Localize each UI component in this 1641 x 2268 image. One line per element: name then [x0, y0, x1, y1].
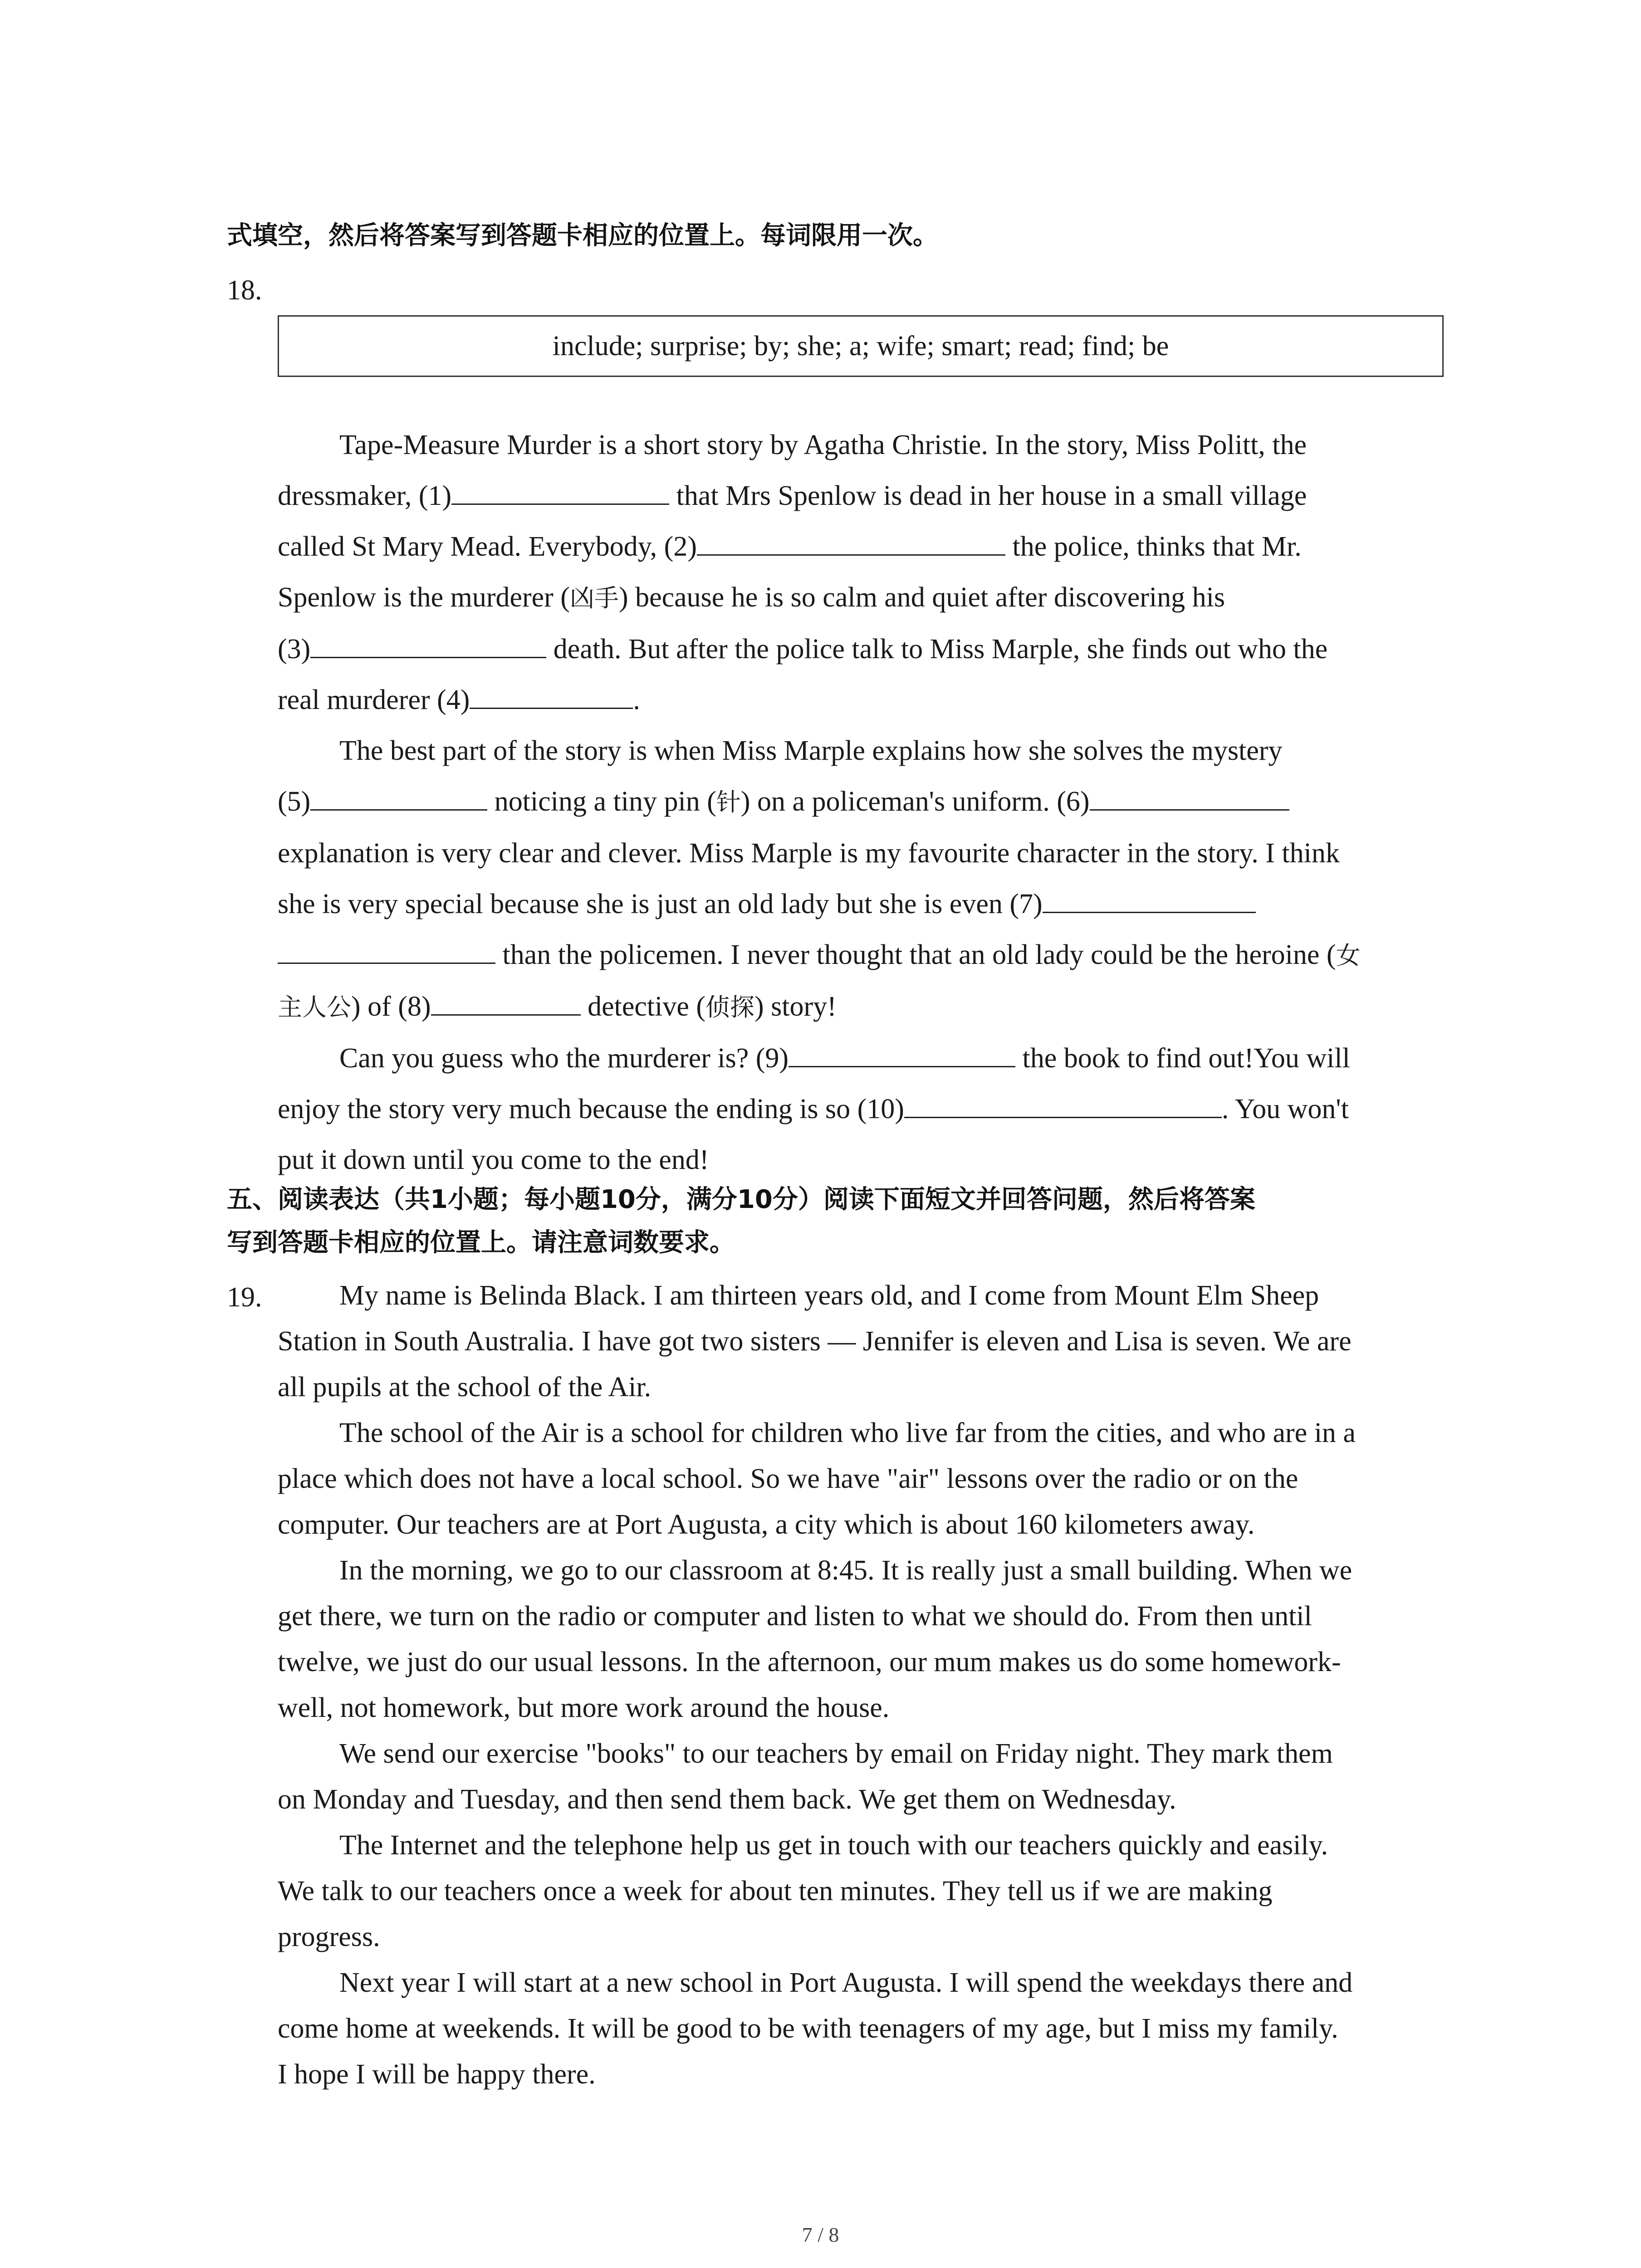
text-line: I hope I will be happy there.	[278, 2059, 596, 2090]
text-line: she is very special because she is just an old lady but she is even (7)	[278, 879, 1448, 929]
word-bank-text: include; surprise; by; she; a; wife; smart; read; find; be	[552, 330, 1169, 362]
text-line: place which does not have a local school. So we have "air" lessons over the radio or on the	[278, 1463, 1298, 1494]
question-19-number: 19.	[227, 1282, 262, 1313]
section-5-heading-line-2: 写到答题卡相应的位置上。请注意词数要求。	[227, 1228, 735, 1257]
section-5-heading-line-1: 五、阅读表达（共1小题；每小题10分，满分10分）阅读下面短文并回答问题，然后将答案	[227, 1185, 1255, 1214]
text-line: well, not homework, but more work around the house.	[278, 1692, 890, 1723]
text-line: than the policemen. I never thought that an old lady could be the heroine (女	[278, 929, 1448, 981]
blank-7a[interactable]	[1043, 880, 1256, 913]
word-bank-box	[278, 315, 1444, 377]
blank-5[interactable]	[310, 777, 487, 811]
section-4-instruction: 式填空，然后将答案写到答题卡相应的位置上。每词限用一次。	[227, 221, 938, 250]
text-line: come home at weekends. It will be good to be with teenagers of my age, but I miss my family.	[278, 2013, 1338, 2044]
blank-6[interactable]	[1090, 777, 1289, 811]
blank-9[interactable]	[789, 1034, 1015, 1067]
text-line: Station in South Australia. I have got two sisters — Jennifer is eleven and Lisa is seven. We are	[278, 1326, 1352, 1357]
blank-10[interactable]	[904, 1085, 1222, 1118]
text-line: In the morning, we go to our classroom at 8:45. It is really just a small building. When we	[339, 1555, 1352, 1586]
text-line: We talk to our teachers once a week for about ten minutes. They tell us if we are making	[278, 1876, 1273, 1906]
text-line: 主人公) of (8) detective (侦探) story!	[278, 981, 1448, 1033]
text-line: Spenlow is the murderer (凶手) because he is so calm and quiet after discovering his	[278, 582, 1225, 613]
text-line: computer. Our teachers are at Port Augusta, a city which is about 160 kilometers away.	[278, 1509, 1255, 1540]
text-line: get there, we turn on the radio or computer and listen to what we should do. From then until	[278, 1601, 1312, 1632]
page-number: 7 / 8	[802, 2223, 839, 2246]
blank-4[interactable]	[470, 676, 633, 709]
text-line: enjoy the story very much because the ending is so (10) . You won't	[278, 1084, 1448, 1134]
text-line: called St Mary Mead. Everybody, (2) the police, thinks that Mr.	[278, 521, 1448, 572]
blank-1[interactable]	[451, 472, 669, 505]
text-line: explanation is very clear and clever. Miss Marple is my favourite character in the story. I think	[278, 838, 1340, 869]
text-line: put it down until you come to the end!	[278, 1144, 709, 1175]
question-18-number: 18.	[227, 275, 262, 306]
text-line: (3) death. But after the police talk to Miss Marple, she finds out who the	[278, 624, 1448, 675]
text-line: Tape-Measure Murder is a short story by Agatha Christie. In the story, Miss Politt, the	[339, 430, 1307, 460]
text-line: all pupils at the school of the Air.	[278, 1372, 652, 1403]
text-line: (5) noticing a tiny pin (针) on a policeman's uniform. (6)	[278, 776, 1448, 828]
blank-2[interactable]	[697, 523, 1005, 556]
blank-7b[interactable]	[278, 931, 495, 964]
question-19-passage	[278, 1273, 1448, 2097]
text-line: The Internet and the telephone help us get in touch with our teachers quickly and easily.	[339, 1830, 1328, 1861]
text-line: dressmaker, (1) that Mrs Spenlow is dead in her house in a small village	[278, 470, 1448, 521]
text-line: progress.	[278, 1921, 380, 1952]
question-18-passage	[278, 420, 1448, 1185]
text-line: The school of the Air is a school for children who live far from the cities, and who are in a	[339, 1418, 1356, 1448]
text-line: real murderer (4) .	[278, 675, 1448, 725]
text-line: on Monday and Tuesday, and then send them back. We get them on Wednesday.	[278, 1784, 1176, 1815]
blank-8[interactable]	[431, 982, 581, 1016]
text-line: We send our exercise "books" to our teachers by email on Friday night. They mark them	[339, 1738, 1333, 1769]
text-line: My name is Belinda Black. I am thirteen years old, and I come from Mount Elm Sheep	[339, 1280, 1319, 1311]
text-line: Next year I will start at a new school in Port Augusta. I will spend the weekdays there and	[339, 1967, 1353, 1998]
text-line: The best part of the story is when Miss Marple explains how she solves the mystery	[339, 735, 1283, 766]
blank-3[interactable]	[310, 625, 546, 658]
text-line: Can you guess who the murderer is? (9) the book to find out!You will	[278, 1033, 1448, 1084]
text-line: twelve, we just do our usual lessons. In the afternoon, our mum makes us do some homework-	[278, 1647, 1341, 1677]
